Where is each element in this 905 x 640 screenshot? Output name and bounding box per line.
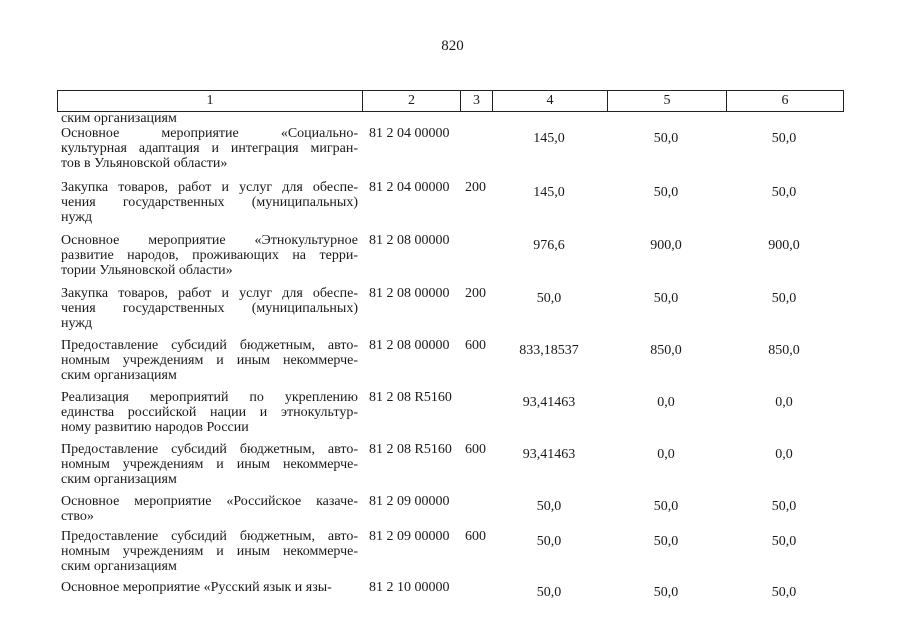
header-col-4: 4 xyxy=(493,91,608,111)
description-line: нужд xyxy=(61,316,93,331)
row-code: 81 2 08 R5160 xyxy=(369,442,452,457)
description-line: номным учреждениям и иным некоммерче- xyxy=(61,544,358,559)
description-line: Предоставление субсидий бюджетным, авто- xyxy=(61,338,358,353)
row-value-col5: 0,0 xyxy=(657,447,675,462)
row-value-col5: 50,0 xyxy=(653,291,679,306)
row-description xyxy=(61,442,358,487)
description-line: тории Ульяновской области» xyxy=(61,263,233,278)
row-code: 81 2 09 00000 xyxy=(369,529,450,544)
page-number: 820 xyxy=(441,38,464,54)
row-description xyxy=(61,180,358,225)
row-expense-type: 600 xyxy=(465,442,486,457)
row-code: 81 2 04 00000 xyxy=(369,180,450,195)
row-code: 81 2 08 00000 xyxy=(369,286,450,301)
description-line: ному развитию народов России xyxy=(61,420,249,435)
table-header-row xyxy=(57,90,844,112)
description-line: чения государственных (муниципальных) xyxy=(61,195,358,210)
row-value-col5: 50,0 xyxy=(653,534,679,549)
description-line: единства российской нации и этнокультур- xyxy=(61,405,358,420)
description-line: тов в Ульяновской области» xyxy=(61,156,228,171)
description-line: развитие народов, проживающих на терри- xyxy=(61,248,358,263)
row-description xyxy=(61,338,358,383)
description-line: Основное мероприятие «Социально- xyxy=(61,126,358,141)
row-value-col5: 900,0 xyxy=(650,238,682,253)
header-col-3: 3 xyxy=(461,91,493,111)
header-col-2: 2 xyxy=(363,91,461,111)
row-description xyxy=(61,111,358,126)
row-description xyxy=(61,529,358,574)
row-value-col5: 50,0 xyxy=(653,585,679,600)
description-line: номным учреждениям и иным некоммерче- xyxy=(61,353,358,368)
row-value-col6: 50,0 xyxy=(771,534,797,549)
description-line: Закупка товаров, работ и услуг для обеспе- xyxy=(61,286,358,301)
row-value-col4: 50,0 xyxy=(536,291,562,306)
description-line: культурная адаптация и интеграция мигран- xyxy=(61,141,358,156)
row-value-col6: 50,0 xyxy=(771,585,797,600)
row-code: 81 2 09 00000 xyxy=(369,494,450,509)
row-value-col4: 93,41463 xyxy=(522,395,576,410)
row-value-col6: 50,0 xyxy=(771,291,797,306)
header-col-6: 6 xyxy=(781,93,789,108)
row-code: 81 2 04 00000 xyxy=(369,126,450,141)
description-line: Основное мероприятие «Этнокультурное xyxy=(61,233,358,248)
description-line: ским организациям xyxy=(61,472,177,487)
description-line: ство» xyxy=(61,509,94,524)
row-code: 81 2 10 00000 xyxy=(369,580,450,595)
row-value-col4: 145,0 xyxy=(533,185,565,200)
row-value-col4: 50,0 xyxy=(536,585,562,600)
row-description xyxy=(61,390,358,435)
row-expense-type: 200 xyxy=(465,180,486,195)
row-value-col6: 0,0 xyxy=(775,395,793,410)
row-description xyxy=(61,126,358,171)
row-value-col6: 850,0 xyxy=(768,343,800,358)
description-line: Предоставление субсидий бюджетным, авто- xyxy=(61,529,358,544)
row-value-col4: 50,0 xyxy=(536,499,562,514)
row-description xyxy=(61,580,358,595)
description-line: нужд xyxy=(61,210,93,225)
row-value-col6: 900,0 xyxy=(768,238,800,253)
description-line: Реализация мероприятий по укреплению xyxy=(61,390,358,405)
row-value-col5: 50,0 xyxy=(653,499,679,514)
header-col-5: 5 xyxy=(608,91,727,111)
row-value-col6: 50,0 xyxy=(771,499,797,514)
description-line: ским организациям xyxy=(61,368,177,383)
row-value-col4: 50,0 xyxy=(536,534,562,549)
row-code: 81 2 08 00000 xyxy=(369,233,450,248)
row-value-col5: 0,0 xyxy=(657,395,675,410)
row-code: 81 2 08 00000 xyxy=(369,338,450,353)
description-line: чения государственных (муниципальных) xyxy=(61,301,358,316)
row-value-col6: 50,0 xyxy=(771,131,797,146)
row-value-col6: 50,0 xyxy=(771,185,797,200)
row-value-col4: 93,41463 xyxy=(522,447,576,462)
description-line: ским организациям xyxy=(61,111,177,126)
header-col-1: 1 xyxy=(58,91,363,111)
row-code: 81 2 08 R5160 xyxy=(369,390,452,405)
row-description xyxy=(61,286,358,331)
row-value-col4: 145,0 xyxy=(533,131,565,146)
row-value-col4: 976,6 xyxy=(533,238,565,253)
description-line: Основное мероприятие «Русский язык и язы- xyxy=(61,580,332,595)
row-value-col5: 850,0 xyxy=(650,343,682,358)
row-value-col6: 0,0 xyxy=(775,447,793,462)
row-description xyxy=(61,233,358,278)
description-line: Основное мероприятие «Российское казаче- xyxy=(61,494,358,509)
row-expense-type: 600 xyxy=(465,338,486,353)
row-description xyxy=(61,494,358,524)
description-line: номным учреждениям и иным некоммерче- xyxy=(61,457,358,472)
row-value-col5: 50,0 xyxy=(653,131,679,146)
description-line: Предоставление субсидий бюджетным, авто- xyxy=(61,442,358,457)
row-value-col4: 833,18537 xyxy=(519,343,579,358)
row-value-col5: 50,0 xyxy=(653,185,679,200)
row-expense-type: 200 xyxy=(465,286,486,301)
description-line: ским организациям xyxy=(61,559,177,574)
description-line: Закупка товаров, работ и услуг для обеспе- xyxy=(61,180,358,195)
row-expense-type: 600 xyxy=(465,529,486,544)
